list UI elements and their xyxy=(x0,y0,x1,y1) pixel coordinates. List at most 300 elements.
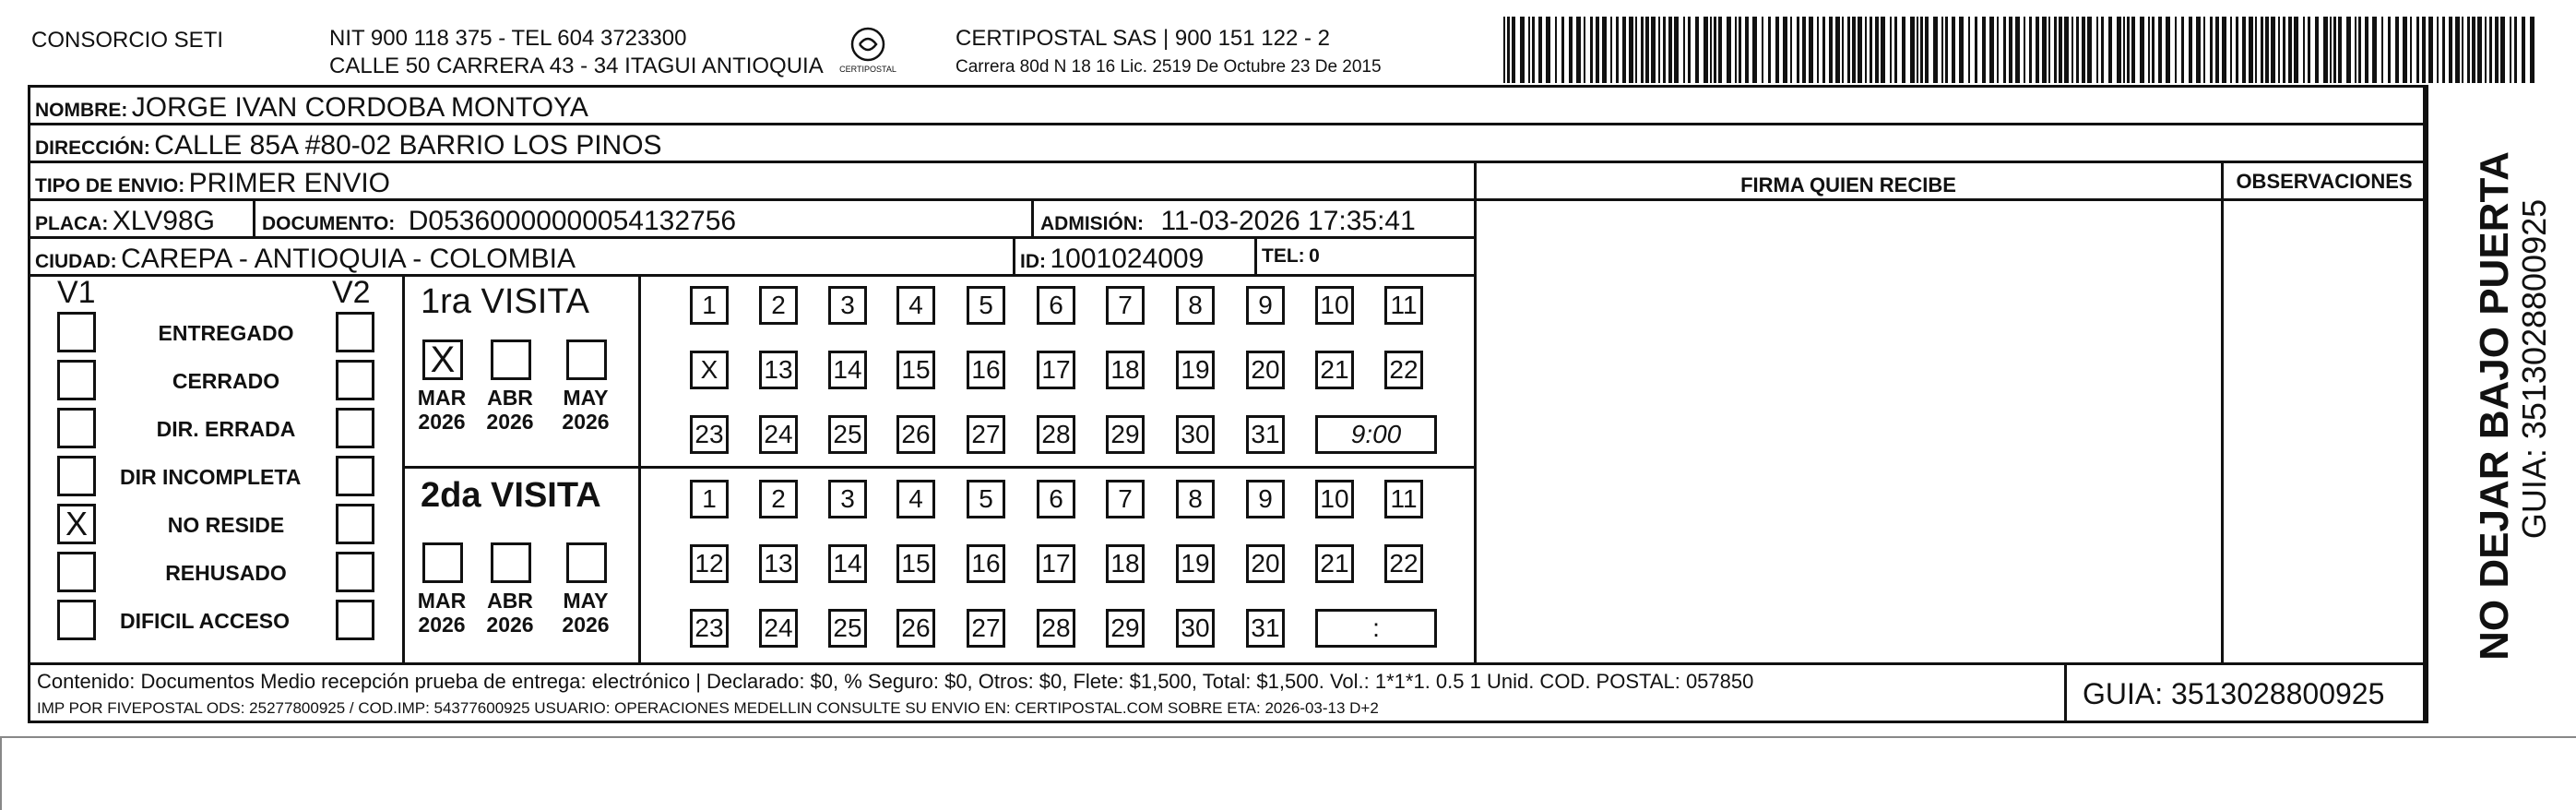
first-day-box[interactable]: 17 xyxy=(1037,351,1075,389)
nombre-value: JORGE IVAN CORDOBA MONTOYA xyxy=(131,92,588,123)
barcode-bar xyxy=(1865,17,1867,83)
first-month-year: 2026 xyxy=(418,410,466,434)
v1-checkbox[interactable] xyxy=(57,312,96,352)
barcode-bar xyxy=(1881,17,1885,83)
barcode-bar xyxy=(2271,17,2275,83)
v2-checkbox[interactable] xyxy=(336,408,374,448)
first-month-year: 2026 xyxy=(562,410,610,434)
tipo-label: TIPO DE ENVIO: xyxy=(35,175,185,197)
barcode-bar xyxy=(2346,17,2351,83)
barcode-bar xyxy=(2196,17,2201,83)
tel-row xyxy=(1262,245,1320,268)
documento-row xyxy=(262,206,736,237)
barcode-bar xyxy=(1890,17,1892,83)
barcode-bar xyxy=(2054,17,2057,83)
barcode-bar xyxy=(1745,17,1749,83)
barcode-bar xyxy=(2024,17,2025,83)
firma-header: FIRMA QUIEN RECIBE xyxy=(1740,173,1956,197)
first-day-box[interactable]: 20 xyxy=(1246,351,1285,389)
certi-line: CERTIPOSTAL SAS | 900 151 122 - 2 xyxy=(956,26,1330,51)
barcode-bar xyxy=(2059,17,2062,83)
v1-checkbox[interactable] xyxy=(57,600,96,640)
barcode-bar xyxy=(1555,17,1557,83)
barcode-bar xyxy=(1703,17,1708,83)
barcode-bar xyxy=(2003,17,2006,83)
v2-checkbox[interactable] xyxy=(336,456,374,496)
barcode-bar xyxy=(1852,17,1856,83)
barcode-bar xyxy=(2236,17,2238,83)
first-day-box[interactable]: 28 xyxy=(1037,415,1075,454)
barcode-bar xyxy=(2455,17,2460,83)
barcode-bar xyxy=(1858,17,1862,83)
second-day-box[interactable]: 25 xyxy=(828,609,867,648)
v2-checkbox[interactable] xyxy=(336,312,374,352)
barcode-bar xyxy=(1688,17,1691,83)
barcode-bar xyxy=(2462,17,2463,83)
barcode-bar xyxy=(2477,17,2482,83)
address-line: CALLE 50 CARRERA 43 - 34 ITAGUI ANTIOQUIA xyxy=(329,54,824,78)
barcode-bar xyxy=(2029,17,2032,83)
admision-row xyxy=(1040,206,1416,237)
first-day-box[interactable]: 30 xyxy=(1176,415,1215,454)
documento-label: DOCUMENTO: xyxy=(262,213,396,234)
tipo-value: PRIMER ENVIO xyxy=(188,168,391,198)
barcode-bar xyxy=(2410,17,2412,83)
barcode-bar xyxy=(2355,17,2356,83)
status-label: NO RESIDE xyxy=(167,513,285,537)
first-day-box[interactable]: 18 xyxy=(1106,351,1145,389)
barcode-bar xyxy=(1503,17,1505,83)
logo-text: CERTIPOSTAL xyxy=(839,65,896,74)
barcode-bar xyxy=(2449,17,2452,83)
second-day-box[interactable]: 18 xyxy=(1106,544,1145,583)
barcode-bar xyxy=(2442,17,2445,83)
barcode-bar xyxy=(1616,17,1619,83)
nombre-row xyxy=(35,92,588,124)
ciudad-label: CIUDAD: xyxy=(35,251,117,272)
barcode-bar xyxy=(2140,17,2144,83)
barcode-bar xyxy=(1917,17,1918,83)
barcode-bar xyxy=(1809,17,1813,83)
barcode-bar xyxy=(2381,17,2383,83)
barcode-bar xyxy=(1561,17,1564,83)
barcode-bar xyxy=(1683,17,1685,83)
second-month-year: 2026 xyxy=(418,613,466,637)
status-label: DIR. ERRADA xyxy=(156,417,296,441)
second-day-box[interactable]: 24 xyxy=(759,609,798,648)
barcode-bar xyxy=(2076,17,2079,83)
barcode-bar xyxy=(2388,17,2391,83)
barcode-bar xyxy=(2148,17,2150,83)
second-day-box[interactable]: 9 xyxy=(1246,480,1285,518)
barcode-bar xyxy=(2261,17,2263,83)
barcode-bar xyxy=(1546,17,1550,83)
barcode-bar xyxy=(2210,17,2213,83)
barcode-bar xyxy=(2009,17,2012,83)
company-name: CONSORCIO SETI xyxy=(31,28,224,53)
first-day-box[interactable]: 26 xyxy=(896,415,935,454)
contenido-text: Contenido: Documentos Medio recepción prueba de entrega: electrónico | Declarado: $0, % Seguro: $0, Otros: $0, Flete: $1,500, Total: $1,500. Vol.: 1*1*1. 0.5 1 Unid. COD. POSTAL: 057850 xyxy=(37,670,1754,693)
barcode-bar xyxy=(1596,17,1599,83)
second-day-box[interactable]: 4 xyxy=(896,480,935,518)
barcode-bar xyxy=(1768,17,1771,83)
barcode-bar xyxy=(1576,17,1581,83)
barcode-bar xyxy=(2127,17,2130,83)
v1-checkbox[interactable] xyxy=(57,360,96,400)
tipo-row xyxy=(35,168,390,199)
barcode-bar xyxy=(2403,17,2407,83)
barcode-bar xyxy=(2489,17,2492,83)
first-day-box[interactable]: 10 xyxy=(1315,286,1354,325)
barcode-bar xyxy=(2303,17,2305,83)
first-day-box[interactable]: 13 xyxy=(759,351,798,389)
barcode-bar xyxy=(2042,17,2047,83)
barcode-bar xyxy=(1933,17,1938,83)
first-visit-title: 1ra VISITA xyxy=(421,282,590,321)
barcode-bar xyxy=(2036,17,2039,83)
license-line: Carrera 80d N 18 16 Lic. 2519 De Octubre 23 De 2015 xyxy=(956,57,1382,77)
barcode-bar xyxy=(2158,17,2162,83)
barcode-bar xyxy=(2467,17,2470,83)
barcode-bar xyxy=(1910,17,1915,83)
placa-row xyxy=(35,206,215,237)
v2-checkbox[interactable] xyxy=(336,552,374,592)
barcode-bar xyxy=(1590,17,1593,83)
second-day-box[interactable]: 14 xyxy=(828,544,867,583)
nit-line: NIT 900 118 375 - TEL 604 3723300 xyxy=(329,26,687,51)
imp-text: IMP POR FIVEPOSTAL ODS: 25277800925 / COD.IMP: 54377600925 USUARIO: OPERACIONES MEDELLIN CONSULTE SU ENVIO EN: CERTIPOSTAL.COM SOBRE ETA: 2026-03-13 D+2 xyxy=(37,699,1379,717)
first-day-box[interactable]: 23 xyxy=(690,415,729,454)
v1-checkbox[interactable] xyxy=(57,408,96,448)
barcode-bar xyxy=(2333,17,2336,83)
barcode-bar xyxy=(1982,17,1986,83)
barcode-bar xyxy=(2166,17,2170,83)
second-day-box[interactable]: 7 xyxy=(1106,480,1145,518)
barcode-bar xyxy=(2117,17,2121,83)
barcode-bar xyxy=(1651,17,1656,83)
ciudad-row xyxy=(35,244,576,275)
barcode-bar xyxy=(1952,17,1955,83)
barcode-bar xyxy=(1945,17,1948,83)
first-day-box[interactable]: 24 xyxy=(759,415,798,454)
barcode-bar xyxy=(2428,17,2433,83)
barcode-bar xyxy=(2175,17,2177,83)
second-month-label: MAR xyxy=(417,589,467,613)
id-value: 1001024009 xyxy=(1050,244,1205,274)
barcode-bar xyxy=(2422,17,2426,83)
barcode-bar xyxy=(1842,17,1844,83)
first-month-label: MAY xyxy=(563,386,609,410)
barcode-bar xyxy=(2500,17,2505,83)
first-day-box[interactable]: 5 xyxy=(967,286,1005,325)
second-day-box[interactable]: 8 xyxy=(1176,480,1215,518)
barcode-bar xyxy=(2203,17,2205,83)
first-month-label: MAR xyxy=(417,386,467,410)
barcode-bar xyxy=(2181,17,2184,83)
barcode-bar xyxy=(2283,17,2285,83)
second-visit-title: 2da VISITA xyxy=(421,476,601,515)
status-label: DIFICIL ACCESO xyxy=(120,609,291,633)
barcode-bar xyxy=(1739,17,1741,83)
barcode-bar xyxy=(2230,17,2232,83)
barcode-bar xyxy=(2395,17,2399,83)
v2-checkbox[interactable] xyxy=(336,600,374,640)
status-label: REHUSADO xyxy=(165,561,287,585)
barcode-bar xyxy=(1975,17,1977,83)
barcode-bar xyxy=(1714,17,1716,83)
first-day-box[interactable]: 15 xyxy=(896,351,935,389)
barcode-bar xyxy=(1989,17,1994,83)
barcode-bar xyxy=(1941,17,1943,83)
barcode-bar xyxy=(1829,17,1833,83)
barcode-bar xyxy=(2082,17,2085,83)
barcode-bar xyxy=(2358,17,2361,83)
id-row xyxy=(1020,244,1204,275)
barcode-bar xyxy=(1735,17,1737,83)
second-day-box[interactable]: 10 xyxy=(1315,480,1354,518)
barcode-bar xyxy=(1674,17,1679,83)
barcode-bar xyxy=(2323,17,2328,83)
barcode-bar xyxy=(1870,17,1872,83)
second-day-box[interactable]: 28 xyxy=(1037,609,1075,648)
second-day-box[interactable]: 2 xyxy=(759,480,798,518)
v1-checkbox[interactable] xyxy=(57,456,96,496)
barcode-bar xyxy=(1727,17,1731,83)
barcode-bar xyxy=(1569,17,1573,83)
first-day-box[interactable]: 8 xyxy=(1176,286,1215,325)
barcode-bar xyxy=(1710,17,1712,83)
second-day-box[interactable]: 11 xyxy=(1384,480,1423,518)
barcode-bar xyxy=(1520,17,1525,83)
first-day-box[interactable]: 25 xyxy=(828,415,867,454)
barcode-bar xyxy=(2530,17,2534,83)
second-month-box[interactable] xyxy=(491,542,531,583)
first-day-box[interactable]: 2 xyxy=(759,286,798,325)
barcode-bar xyxy=(1528,17,1530,83)
barcode-bar xyxy=(2087,17,2092,83)
first-day-box[interactable]: 31 xyxy=(1246,415,1285,454)
second-month-year: 2026 xyxy=(562,613,610,637)
barcode-bar xyxy=(1752,17,1757,83)
first-day-box[interactable]: 21 xyxy=(1315,351,1354,389)
second-day-box[interactable]: 23 xyxy=(690,609,729,648)
barcode-bar xyxy=(2152,17,2155,83)
barcode-bar xyxy=(2510,17,2511,83)
barcode-bar xyxy=(2123,17,2125,83)
barcode-bar xyxy=(1622,17,1626,83)
barcode-bar xyxy=(1902,17,1905,83)
barcode-bar xyxy=(1645,17,1649,83)
second-day-box[interactable]: 17 xyxy=(1037,544,1075,583)
barcode-bar xyxy=(1641,17,1644,83)
second-day-box[interactable]: 30 xyxy=(1176,609,1215,648)
barcode-bar xyxy=(2108,17,2112,83)
first-day-box[interactable]: 27 xyxy=(967,415,1005,454)
second-day-box[interactable]: 19 xyxy=(1176,544,1215,583)
side-guia-text: GUIA: 3513028800925 xyxy=(2515,198,2553,540)
first-day-box[interactable]: 6 xyxy=(1037,286,1075,325)
second-time-box[interactable]: : xyxy=(1315,609,1437,648)
first-day-box[interactable]: 14 xyxy=(828,351,867,389)
first-day-box[interactable]: 3 xyxy=(828,286,867,325)
barcode-bar xyxy=(1610,17,1612,83)
barcode-bar xyxy=(2015,17,2020,83)
barcode-bar xyxy=(2242,17,2246,83)
second-day-box[interactable]: 20 xyxy=(1246,544,1285,583)
barcode-bar xyxy=(1663,17,1666,83)
second-day-box[interactable]: 21 xyxy=(1315,544,1354,583)
nombre-label: NOMBRE: xyxy=(35,100,128,121)
first-day-box[interactable]: 9 xyxy=(1246,286,1285,325)
barcode-bar xyxy=(1997,17,1999,83)
second-day-box[interactable]: 3 xyxy=(828,480,867,518)
barcode-bar xyxy=(2288,17,2292,83)
direccion-value: CALLE 85A #80-02 BARRIO LOS PINOS xyxy=(154,130,662,161)
barcode-bar xyxy=(1775,17,1779,83)
first-month-box[interactable] xyxy=(566,339,607,380)
second-month-box[interactable] xyxy=(566,542,607,583)
no-dejar-text: NO DEJAR BAJO PUERTA xyxy=(2472,151,2517,661)
first-month-box[interactable]: X xyxy=(422,339,463,380)
direccion-label: DIRECCIÓN: xyxy=(35,137,150,159)
direccion-row xyxy=(35,130,662,161)
admision-value: 11-03-2026 17:35:41 xyxy=(1160,206,1416,236)
barcode-bar xyxy=(2485,17,2487,83)
second-day-box[interactable]: 31 xyxy=(1246,609,1285,648)
second-day-box[interactable]: 22 xyxy=(1384,544,1423,583)
barcode-bar xyxy=(1629,17,1633,83)
v2-checkbox[interactable] xyxy=(336,360,374,400)
v1-checkbox[interactable] xyxy=(57,552,96,592)
second-month-box[interactable] xyxy=(422,542,463,583)
barcode-bar xyxy=(1718,17,1722,83)
second-day-box[interactable]: 5 xyxy=(967,480,1005,518)
barcode-bar xyxy=(2338,17,2342,83)
second-day-box[interactable]: 13 xyxy=(759,544,798,583)
placa-label: PLACA: xyxy=(35,213,109,234)
first-day-box[interactable]: 7 xyxy=(1106,286,1145,325)
barcode-bar xyxy=(2308,17,2310,83)
barcode-bar xyxy=(1658,17,1660,83)
barcode-bar xyxy=(1894,17,1897,83)
barcode xyxy=(1503,17,2546,83)
barcode-bar xyxy=(2096,17,2098,83)
barcode-bar xyxy=(2495,17,2499,83)
status-label: ENTREGADO xyxy=(158,321,294,345)
barcode-bar xyxy=(2437,17,2439,83)
barcode-bar xyxy=(2514,17,2517,83)
barcode-bar xyxy=(1925,17,1929,83)
second-month-label: ABR xyxy=(487,589,533,613)
first-day-box[interactable]: X xyxy=(690,351,729,389)
tel-value: 0 xyxy=(1309,245,1320,267)
barcode-bar xyxy=(1635,17,1637,83)
barcode-bar xyxy=(2131,17,2135,83)
barcode-bar xyxy=(2064,17,2069,83)
barcode-bar xyxy=(1968,17,1970,83)
barcode-bar xyxy=(2416,17,2419,83)
second-day-box[interactable]: 1 xyxy=(690,480,729,518)
barcode-bar xyxy=(2215,17,2219,83)
barcode-bar xyxy=(2365,17,2368,83)
first-day-box[interactable]: 22 xyxy=(1384,351,1423,389)
tel-label: TEL: xyxy=(1262,245,1305,267)
barcode-bar xyxy=(1817,17,1819,83)
barcode-bar xyxy=(1507,17,1510,83)
ciudad-value: CAREPA - ANTIOQUIA - COLOMBIA xyxy=(121,244,576,274)
second-day-box[interactable]: 12 xyxy=(690,544,729,583)
v1-label: V1 xyxy=(57,275,96,310)
second-day-box[interactable]: 6 xyxy=(1037,480,1075,518)
barcode-bar xyxy=(2071,17,2073,83)
documento-value: D05360000000054132756 xyxy=(408,206,737,236)
barcode-bar xyxy=(2522,17,2525,83)
first-month-year: 2026 xyxy=(486,410,534,434)
second-month-label: MAY xyxy=(563,589,609,613)
barcode-bar xyxy=(1668,17,1672,83)
barcode-bar xyxy=(1512,17,1515,83)
v2-checkbox[interactable] xyxy=(336,504,374,544)
first-day-box[interactable]: 29 xyxy=(1106,415,1145,454)
barcode-bar xyxy=(2294,17,2298,83)
barcode-bar xyxy=(2255,17,2257,83)
barcode-bar xyxy=(2222,17,2226,83)
first-day-box[interactable]: 1 xyxy=(690,286,729,325)
barcode-bar xyxy=(1875,17,1879,83)
barcode-bar xyxy=(2330,17,2332,83)
second-day-box[interactable]: 27 xyxy=(967,609,1005,648)
status-label: CERRADO xyxy=(172,369,280,393)
observaciones-header: OBSERVACIONES xyxy=(2236,170,2413,193)
barcode-bar xyxy=(2048,17,2050,83)
admision-label: ADMISIÓN: xyxy=(1040,213,1144,234)
id-label: ID: xyxy=(1020,251,1046,272)
first-day-box[interactable]: 16 xyxy=(967,351,1005,389)
barcode-bar xyxy=(1920,17,1923,83)
barcode-bar xyxy=(1790,17,1792,83)
second-day-box[interactable]: 29 xyxy=(1106,609,1145,648)
second-day-box[interactable]: 26 xyxy=(896,609,935,648)
barcode-bar xyxy=(1584,17,1585,83)
second-month-year: 2026 xyxy=(486,613,534,637)
first-day-box[interactable]: 11 xyxy=(1384,286,1423,325)
barcode-bar xyxy=(1847,17,1850,83)
barcode-bar xyxy=(1959,17,1964,83)
first-day-box[interactable]: 4 xyxy=(896,286,935,325)
v1-checkbox[interactable]: X xyxy=(57,504,96,544)
barcode-bar xyxy=(2372,17,2377,83)
second-day-box[interactable]: 15 xyxy=(896,544,935,583)
barcode-bar xyxy=(2189,17,2192,83)
barcode-bar xyxy=(2472,17,2475,83)
second-day-box[interactable]: 16 xyxy=(967,544,1005,583)
barcode-bar xyxy=(2249,17,2253,83)
barcode-bar xyxy=(2315,17,2319,83)
barcode-bar xyxy=(1695,17,1699,83)
barcode-bar xyxy=(1835,17,1840,83)
barcode-bar xyxy=(1762,17,1763,83)
first-month-box[interactable] xyxy=(491,339,531,380)
barcode-bar xyxy=(2101,17,2104,83)
first-time-box[interactable]: 9:00 xyxy=(1315,415,1437,454)
scan-edge xyxy=(0,736,2576,810)
guia-box: GUIA: 3513028800925 xyxy=(2083,677,2385,710)
first-day-box[interactable]: 19 xyxy=(1176,351,1215,389)
barcode-bar xyxy=(1602,17,1607,83)
barcode-bar xyxy=(1538,17,1542,83)
barcode-bar xyxy=(1822,17,1825,83)
barcode-bar xyxy=(1802,17,1806,83)
